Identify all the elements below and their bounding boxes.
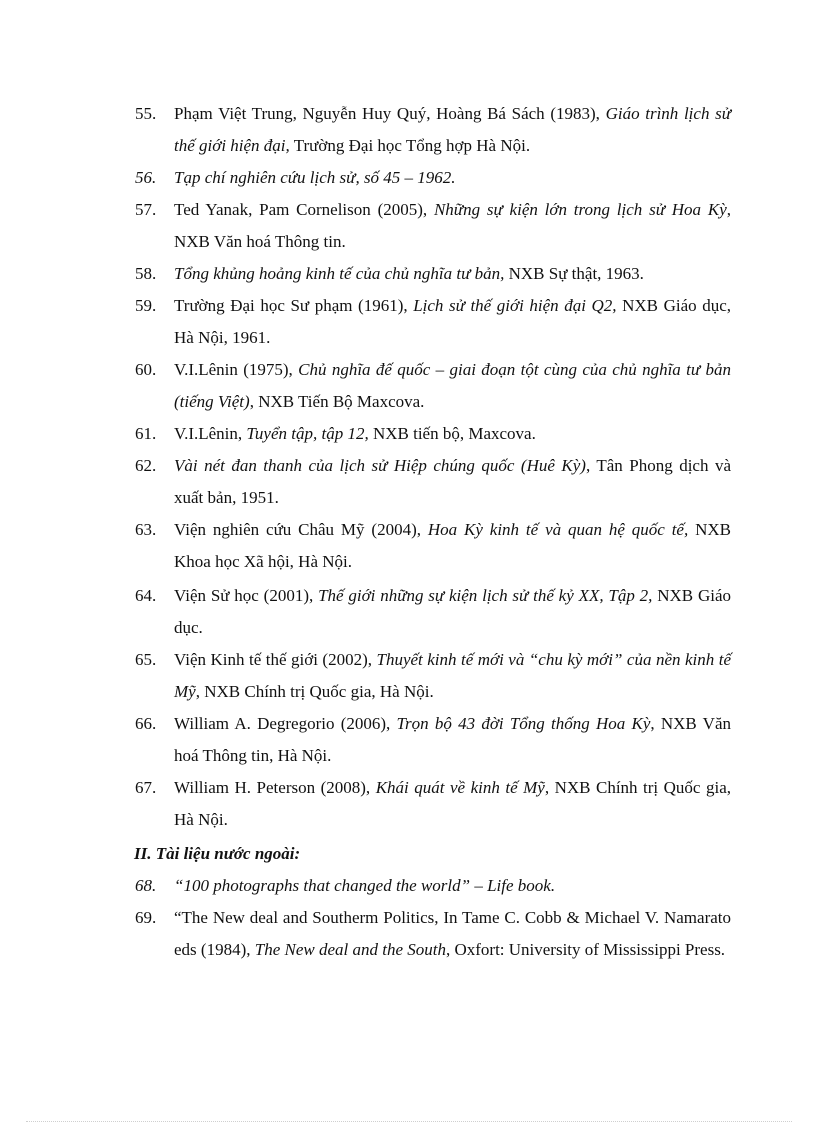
reference-number: 55. [135,104,157,123]
reference-number: 64. [135,586,157,605]
reference-number: 65. [135,650,157,669]
reference-text: Vài nét đan thanh của lịch sử Hiệp chúng quốc (Huê Kỳ), Tân Phong dịch và xuất bản, 1951. [174,456,731,507]
reference-number: 67. [135,778,157,797]
reference-text: Viện nghiên cứu Châu Mỹ (2004), Hoa Kỳ kinh tế và quan hệ quốc tế, NXB Khoa học Xã hội, Hà Nội. [174,520,732,571]
reference-text: V.I.Lênin (1975), Chủ nghĩa đế quốc – giai đoạn tột cùng của chủ nghĩa tư bản (tiếng Việt), NXB Tiến Bộ Maxcova. [174,360,731,411]
reference-63 [130,514,731,578]
reference-67 [130,772,731,836]
reference-61 [130,418,731,450]
reference-69 [130,902,731,966]
reference-text: “The New deal and Southerm Politics, In Tame C. Cobb & Michael V. Namarato eds (1984), The New deal and the South, Oxfort: University of Mississippi Press. [174,908,731,959]
reference-number: 66. [135,714,157,733]
reference-64 [130,580,731,644]
reference-65 [130,644,731,708]
reference-text: Phạm Việt Trung, Nguyễn Huy Quý, Hoàng Bá Sách (1983), Giáo trình lịch sử thế giới hiện đại, Trường Đại học Tổng hợp Hà Nội. [174,104,731,155]
reference-62 [130,450,731,514]
reference-text: William A. Degregorio (2006), Trọn bộ 43 đời Tổng thống Hoa Kỳ, NXB Văn hoá Thông tin, Hà Nội. [174,714,731,765]
reference-60 [130,354,731,418]
section-heading: II. Tài liệu nước ngoài: [134,844,301,863]
reference-58 [130,258,731,290]
reference-text: Tổng khủng hoảng kinh tế của chủ nghĩa tư bản, NXB Sự thật, 1963. [174,264,644,283]
reference-number: 62. [135,456,157,475]
reference-text: Viện Kinh tế thế giới (2002), Thuyết kinh tế mới và “chu kỳ mới” của nền kinh tế Mỹ, NXB Chính trị Quốc gia, Hà Nội. [174,650,731,701]
reference-number: 57. [135,200,157,219]
reference-68 [130,870,731,902]
reference-text: Trường Đại học Sư phạm (1961), Lịch sử thế giới hiện đại Q2, NXB Giáo dục, Hà Nội, 1961. [174,296,731,347]
reference-text: William H. Peterson (2008), Khái quát về kinh tế Mỹ, NXB Chính trị Quốc gia, Hà Nội. [174,778,731,829]
reference-number: 68. [135,876,157,895]
page-bottom-rule [26,1121,792,1122]
reference-text: “100 photographs that changed the world” – Life book. [174,876,556,895]
reference-number: 69. [135,908,157,927]
reference-57 [130,194,731,258]
reference-number: 58. [135,264,157,283]
reference-59 [130,290,731,354]
reference-number: 61. [135,424,157,443]
reference-text: Viện Sử học (2001), Thế giới những sự kiện lịch sử thế kỷ XX, Tập 2, NXB Giáo dục. [174,586,731,637]
reference-number: 63. [135,520,157,539]
reference-text: Tạp chí nghiên cứu lịch sử, số 45 – 1962. [174,168,456,187]
reference-55 [130,98,731,162]
reference-number: 59. [135,296,157,315]
reference-text: Ted Yanak, Pam Cornelison (2005), Những sự kiện lớn trong lịch sử Hoa Kỳ, NXB Văn hoá Thông tin. [174,200,731,251]
reference-number: 56. [135,168,157,187]
reference-number: 60. [135,360,157,379]
reference-56 [130,162,731,194]
reference-66 [130,708,731,772]
reference-text: V.I.Lênin, Tuyển tập, tập 12, NXB tiến bộ, Maxcova. [174,424,536,443]
